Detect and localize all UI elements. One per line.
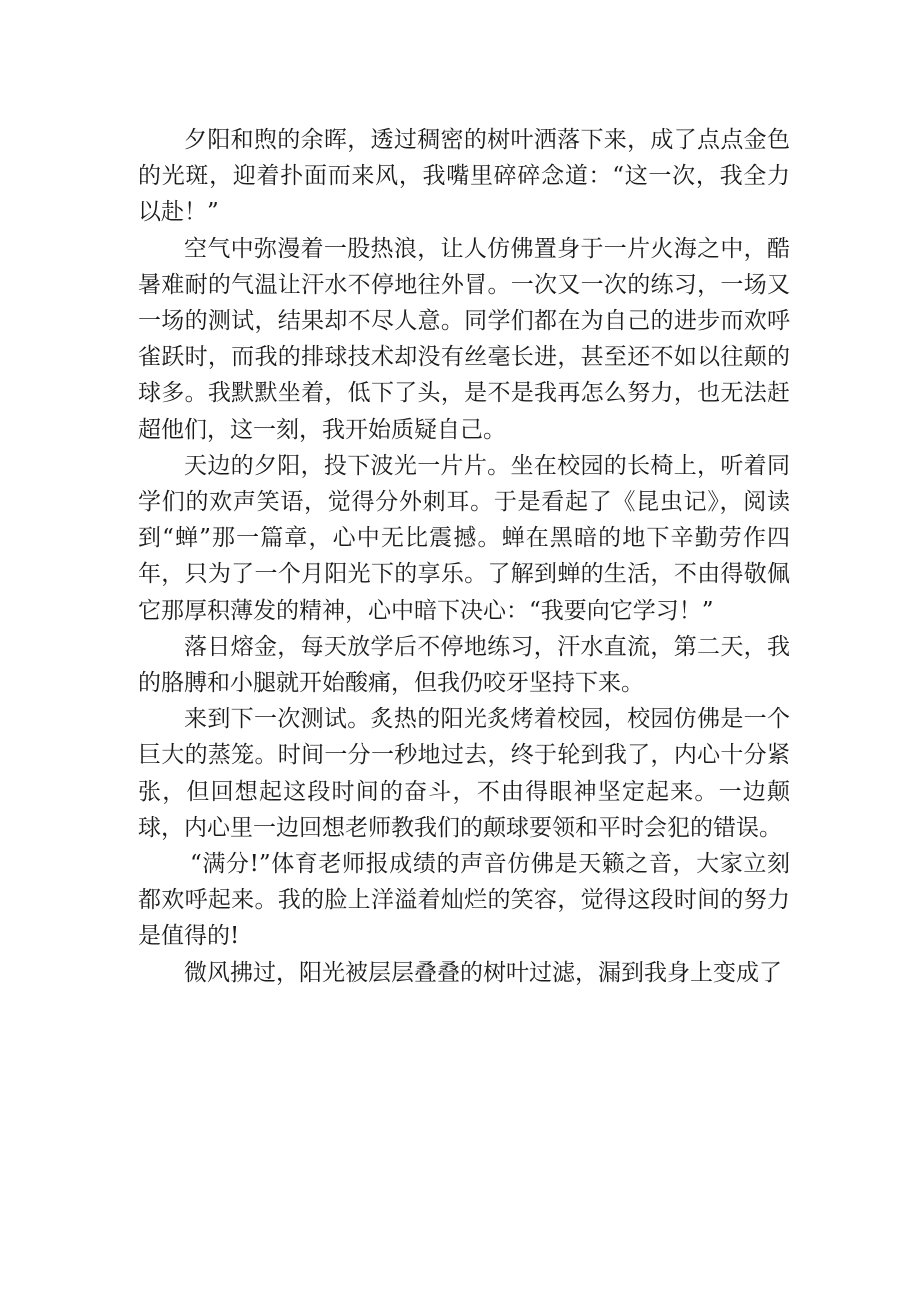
paragraph: 夕阳和煦的余晖，透过稠密的树叶洒落下来，成了点点金色的光斑，迎着扑面而来风，我嘴里碎碎念道：“这一次，我全力以赴！” bbox=[138, 127, 790, 226]
essay-body bbox=[138, 122, 790, 991]
paragraph: “满分!”体育老师报成绩的声音仿佛是天籁之音，大家立刻都欢呼起来。我的脸上洋溢着灿烂的笑容，觉得这段时间的努力是值得的! bbox=[138, 851, 790, 950]
paragraph: 天边的夕阳，投下波光一片片。坐在校园的长椅上，听着同学们的欢声笑语，觉得分外刺耳。于是看起了《昆虫记》，阅读到“蝉”那一篇章，心中无比震撼。蝉在黑暗的地下辛勤劳作四年，只为了一个月阳光下的享乐。了解到蝉的生活，不由得敬佩它那厚积薄发的精神，心中暗下决心：“我要向它学习！” bbox=[138, 452, 790, 624]
paragraph: 落日熔金，每天放学后不停地练习，汗水直流，第二天，我的胳膊和小腿就开始酸痛，但我仍咬牙坚持下来。 bbox=[138, 633, 790, 697]
paragraph: 空气中弥漫着一股热浪，让人仿佛置身于一片火海之中，酷暑难耐的气温让汗水不停地往外冒。一次又一次的练习，一场又一场的测试，结果却不尽人意。同学们都在为自己的进步而欢呼雀跃时，而我的排球技术却没有丝毫长进，甚至还不如以往颠的球多。我默默坐着，低下了头，是不是我再怎么努力，也无法赶超他们，这一刻，我开始质疑自己。 bbox=[138, 235, 790, 443]
paragraph: 微风拂过，阳光被层层叠叠的树叶过滤，漏到我身上变成了 bbox=[184, 959, 782, 986]
paragraph: 来到下一次测试。炙热的阳光炙烤着校园，校园仿佛是一个巨大的蒸笼。时间一分一秒地过去，终于轮到我了，内心十分紧张，但回想起这段时间的奋斗，不由得眼神坚定起来。一边颠球，内心里一边回想老师教我们的颠球要领和平时会犯的错误。 bbox=[138, 706, 790, 841]
